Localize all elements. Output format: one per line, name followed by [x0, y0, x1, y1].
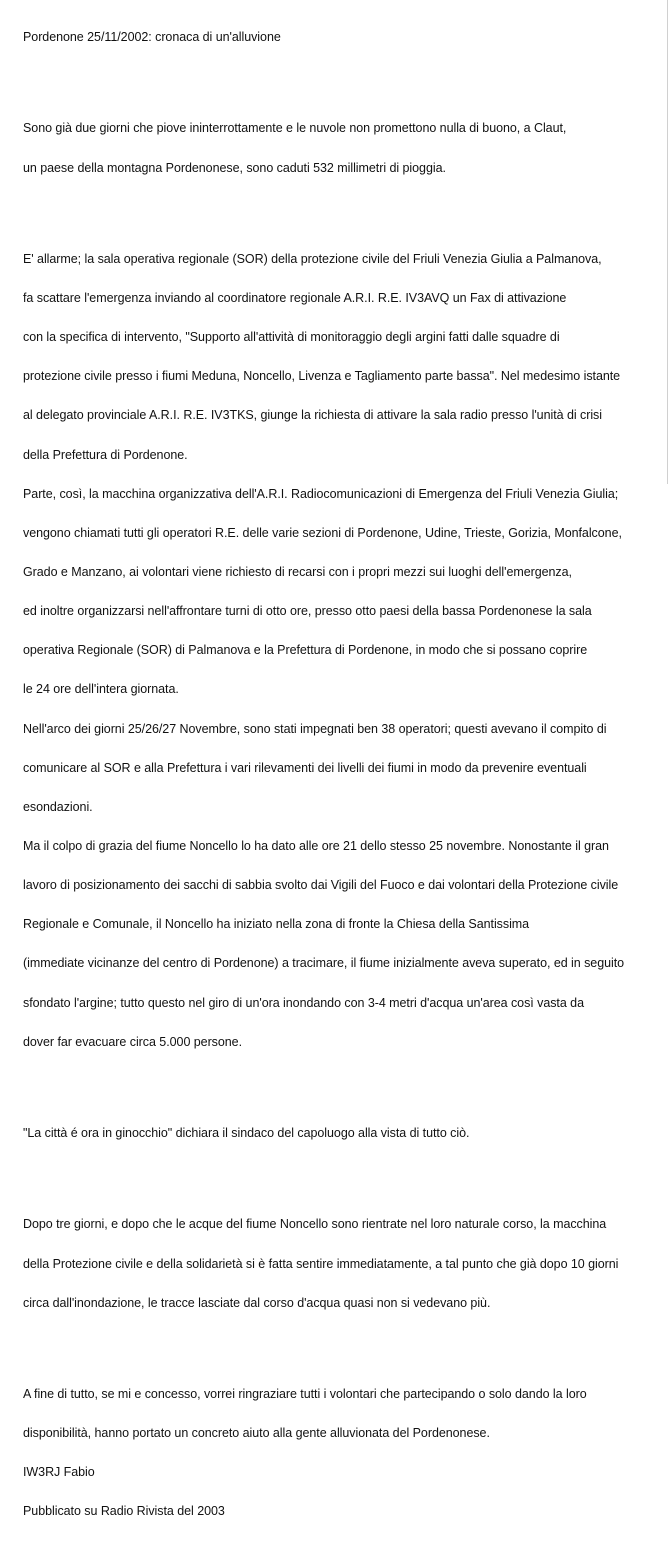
- p2-line-12: le 24 ore dell'intera giornata.: [23, 682, 179, 697]
- p1-line-1: Sono già due giorni che piove ininterrottamente e le nuvole non promettono nulla di buono, a Claut,: [23, 121, 567, 136]
- spacer: [23, 1166, 663, 1179]
- p2-line-13: Nell'arco dei giorni 25/26/27 Novembre, sono stati impegnati ben 38 operatori; questi avevano il compito di: [23, 721, 607, 736]
- p2-line-11: operativa Regionale (SOR) di Palmanova e la Prefettura di Pordenone, in modo che si possano coprire: [23, 643, 588, 658]
- p2-line-18: Regionale e Comunale, il Noncello ha iniziato nella zona di fronte la Chiesa della Santissima: [23, 917, 530, 932]
- p2-line-1: E' allarme; la sala operativa regionale (SOR) della protezione civile del Friuli Venezia Giulia a Palmanova,: [23, 251, 602, 266]
- p2-line-16: Ma il colpo di grazia del fiume Noncello lo ha dato alle ore 21 dello stesso 25 novembre. Nonostante il gran: [23, 839, 609, 853]
- signature: IW3RJ Fabio: [23, 1465, 95, 1480]
- article-title: Pordenone 25/11/2002: cronaca di un'alluvione: [23, 30, 281, 45]
- p2-line-14: comunicare al SOR e alla Prefettura i vari rilevamenti dei livelli dei fiumi in modo da prevenire eventuali: [23, 760, 587, 775]
- p2-line-7: Parte, così, la macchina organizzativa dell'A.R.I. Radiocomunicazioni di Emergenza del Friuli Venezia Giulia;: [23, 486, 619, 501]
- p2-line-8: vengono chiamati tutti gli operatori R.E. delle varie sezioni di Pordenone, Udine, Trieste, Gorizia, Monfalcone,: [23, 525, 622, 540]
- p2-line-3: con la specifica di intervento, "Supporto all'attività di monitoraggio degli argini fatti dalle squadre di: [23, 330, 560, 345]
- article-body: [23, 5, 663, 1545]
- p2-line-6: della Prefettura di Pordenone.: [23, 447, 188, 462]
- p4-line-2: della Protezione civile e della solidarietà si è fatta sentire immediatamente, a tal punto che già dopo 10 giorni: [23, 1256, 619, 1271]
- p2-line-2: fa scattare l'emergenza inviando al coordinatore regionale A.R.I. R.E. IV3AVQ un Fax di attivazione: [23, 291, 567, 306]
- p3-line-1: "La città é ora in ginocchio" dichiara il sindaco del capoluogo alla vista di tutto ciò.: [23, 1126, 470, 1141]
- p2-line-17: lavoro di posizionamento dei sacchi di sabbia svolto dai Vigili del Fuoco e dai volontari della Protezione civile: [23, 878, 619, 893]
- p1-line-2: un paese della montagna Pordenonese, sono caduti 532 millimetri di pioggia.: [23, 160, 446, 175]
- p2-line-4: protezione civile presso i fiumi Meduna, Noncello, Livenza e Tagliamento parte bassa". Nel medesimo istante: [23, 369, 621, 384]
- spacer: [23, 1336, 663, 1349]
- p2-line-21: dover far evacuare circa 5.000 persone.: [23, 1034, 243, 1049]
- p5-line-1: A fine di tutto, se mi e concesso, vorrei ringraziare tutti i volontari che partecipando o solo dando la loro: [23, 1386, 587, 1401]
- publication-note: Pubblicato su Radio Rivista del 2003: [23, 1504, 225, 1519]
- p2-line-20: sfondato l'argine; tutto questo nel giro di un'ora inondando con 3-4 metri d'acqua un'area così vasta da: [23, 995, 584, 1010]
- p4-line-1: Dopo tre giorni, e dopo che le acque del fiume Noncello sono rientrate nel loro naturale corso, la macchina: [23, 1217, 607, 1232]
- spacer: [23, 70, 663, 83]
- p2-line-19: (immediate vicinanze del centro di Pordenone) a tracimare, il fiume inizialmente aveva superato, ed in seguito: [23, 956, 625, 971]
- p4-line-3: circa dall'inondazione, le tracce lasciate dal corso d'acqua quasi non si vedevano più.: [23, 1295, 491, 1310]
- p2-line-10: ed inoltre organizzarsi nell'affrontare turni di otto ore, presso otto paesi della bassa Pordenonese la sala: [23, 604, 592, 619]
- spacer: [23, 1075, 663, 1088]
- p2-line-9: Grado e Manzano, ai volontari viene richiesto di recarsi con i propri mezzi sui luoghi dell'emergenza,: [23, 565, 572, 580]
- spacer: [23, 201, 663, 214]
- p5-line-2: disponibilità, hanno portato un concreto aiuto alla gente alluvionata del Pordenonese.: [23, 1426, 490, 1441]
- p2-line-15: esondazioni.: [23, 799, 93, 814]
- p2-line-5: al delegato provinciale A.R.I. R.E. IV3TKS, giunge la richiesta di attivare la sala radio presso l'unità di crisi: [23, 408, 602, 423]
